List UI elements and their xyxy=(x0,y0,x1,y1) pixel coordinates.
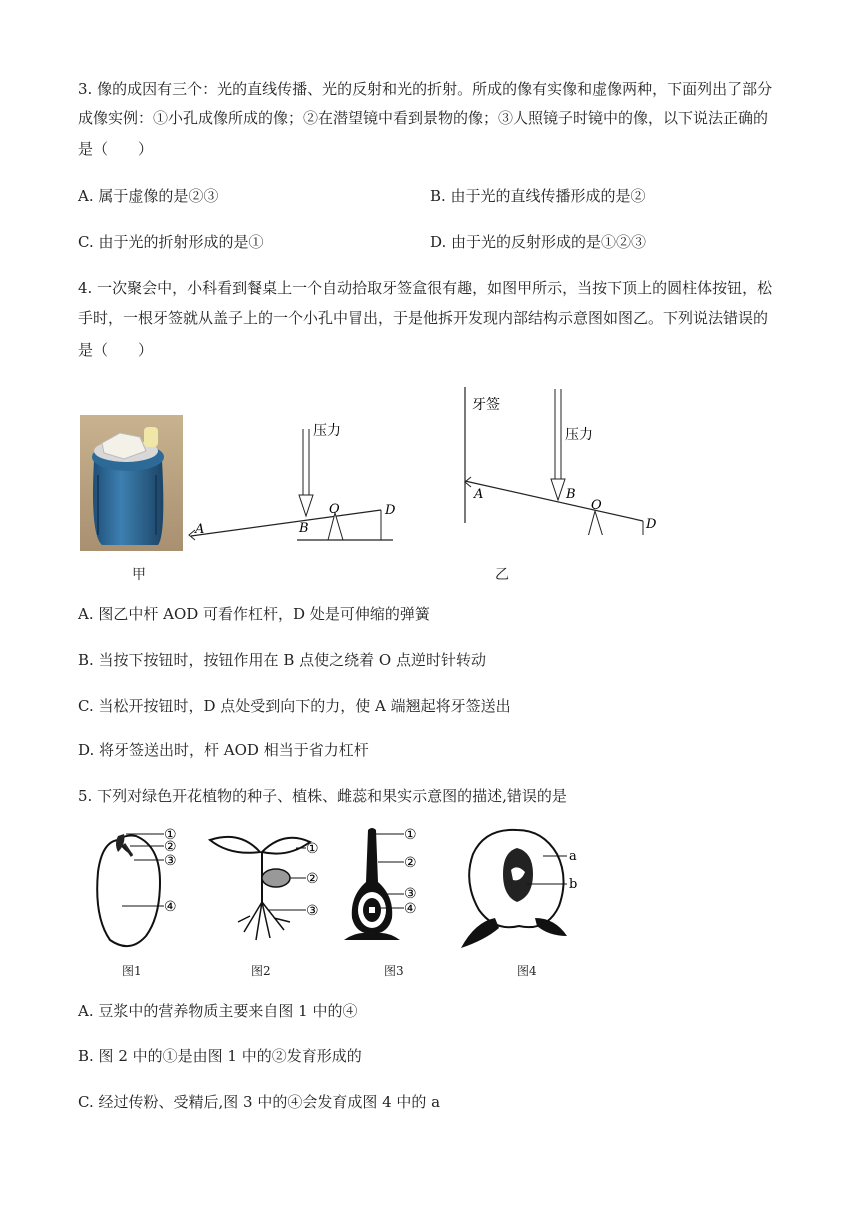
point-o-jia: O xyxy=(329,502,340,517)
point-b-jia: B xyxy=(299,521,309,536)
point-d-jia: D xyxy=(385,503,396,518)
q4-option-b: B. 当按下按钮时，按钮作用在 B 点使之绕着 O 点逆时针转动 xyxy=(78,651,486,669)
fig1-label-2: ② xyxy=(164,839,177,855)
q3-stem-line-1: 3. 像的成因有三个：光的直线传播、光的反射和光的折射。所成的像有实像和虚像两种，下面列出了部分 xyxy=(78,80,773,98)
lever-diagram-jia xyxy=(185,415,400,550)
toothpick-box-photo xyxy=(80,415,183,551)
point-a-jia: A xyxy=(195,522,205,537)
plant-diagram-fig2 xyxy=(200,822,330,952)
q3-stem-line-3: 是（ ） xyxy=(78,140,154,158)
point-o-yi: O xyxy=(591,498,602,513)
q3-stem-line-2: 成像实例：①小孔成像所成的像；②在潜望镜中看到景物的像；③人照镜子时镜中的像，以下说法正确的 xyxy=(78,109,769,127)
fruit-diagram-fig4 xyxy=(455,822,585,952)
fig3-label-1: ① xyxy=(404,827,417,843)
q3-option-b: B. 由于光的直线传播形成的是② xyxy=(430,187,646,205)
toothpick-label: 牙签 xyxy=(472,397,500,413)
force-label-yi: 压力 xyxy=(565,427,593,443)
fig4-label-a: a xyxy=(569,849,577,864)
fig1-caption: 图1 xyxy=(122,964,142,978)
seed-diagram-fig1 xyxy=(88,822,198,952)
point-b-yi: B xyxy=(566,487,576,502)
fig1-label-4: ④ xyxy=(164,899,177,915)
fig4-label-b: b xyxy=(569,877,578,892)
q4-stem-line-2: 手时，一根牙签就从盖子上的一个小孔中冒出，于是他拆开发现内部结构示意图如图乙。下列说法错误的 xyxy=(78,309,769,327)
fig1-label-1: ① xyxy=(164,827,177,843)
fig2-label-3: ③ xyxy=(306,903,319,919)
q4-option-c: C. 当松开按钮时，D 点处受到向下的力，使 A 端翘起将牙签送出 xyxy=(78,697,511,715)
lever-diagram-yi xyxy=(455,385,670,535)
figure-yi-caption: 乙 xyxy=(495,567,509,583)
figure-jia-caption: 甲 xyxy=(132,567,146,583)
q5-option-b: B. 图 2 中的①是由图 1 中的②发育形成的 xyxy=(78,1047,362,1065)
q5-option-a: A. 豆浆中的营养物质主要来自图 1 中的④ xyxy=(78,1002,358,1020)
q4-option-a: A. 图乙中杆 AOD 可看作杠杆，D 处是可伸缩的弹簧 xyxy=(78,605,430,623)
fig4-caption: 图4 xyxy=(517,964,537,978)
pistil-diagram-fig3 xyxy=(338,822,438,952)
q4-stem-line-3: 是（ ） xyxy=(78,341,154,359)
fig3-label-3: ③ xyxy=(404,886,417,902)
fig2-caption: 图2 xyxy=(251,964,271,978)
q5-stem: 5. 下列对绿色开花植物的种子、植株、雌蕊和果实示意图的描述,错误的是 xyxy=(78,787,567,805)
q3-option-d: D. 由于光的反射形成的是①②③ xyxy=(430,233,647,251)
fig2-label-1: ① xyxy=(306,841,319,857)
fig3-label-4: ④ xyxy=(404,901,417,917)
point-d-yi: D xyxy=(646,517,657,532)
fig1-label-3: ③ xyxy=(164,853,177,869)
fig2-label-2: ② xyxy=(306,871,319,887)
fig3-label-2: ② xyxy=(404,855,417,871)
q3-option-a: A. 属于虚像的是②③ xyxy=(78,187,219,205)
q4-stem-line-1: 4. 一次聚会中，小科看到餐桌上一个自动拾取牙签盒很有趣，如图甲所示，当按下顶上的圆柱体按钮，松 xyxy=(78,279,773,297)
q4-option-d: D. 将牙签送出时，杆 AOD 相当于省力杠杆 xyxy=(78,741,369,759)
q3-option-c: C. 由于光的折射形成的是① xyxy=(78,233,264,251)
q5-option-c: C. 经过传粉、受精后,图 3 中的④会发育成图 4 中的 a xyxy=(78,1093,441,1111)
point-a-yi: A xyxy=(474,487,484,502)
force-label-jia: 压力 xyxy=(313,423,341,439)
fig3-caption: 图3 xyxy=(384,964,404,978)
